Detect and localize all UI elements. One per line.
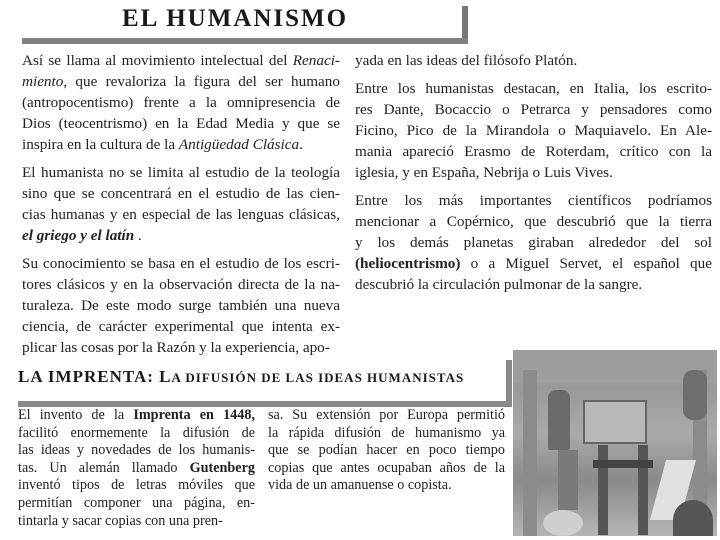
text-line [355, 120, 712, 141]
text-line [268, 407, 505, 425]
section-humanismo-title: EL HUMANISMO [122, 5, 349, 32]
text-run: y los demás planetas giraban alrededor del sol [355, 234, 712, 251]
text-line [18, 407, 255, 425]
paragraph [18, 407, 255, 530]
text-line [355, 253, 712, 274]
text-line [22, 337, 340, 358]
text-line [22, 295, 340, 316]
paragraph [22, 162, 340, 246]
text-line [18, 513, 255, 531]
text-run: Entre los más importantes científicos podríamos [355, 192, 712, 209]
paragraph [355, 50, 712, 71]
text-line [18, 477, 255, 495]
paragraph [355, 190, 712, 295]
bold-text: (heliocentrismo) [355, 255, 461, 272]
text-line [268, 477, 505, 495]
text-run: permitían componer una página, en- [18, 494, 255, 511]
bold-text: Imprenta en 1448, [133, 407, 256, 423]
section-imprenta-title [18, 367, 464, 387]
title-rest: A DIFUSIÓN DE LAS IDEAS HUMANISTAS [171, 370, 465, 385]
text-line [355, 141, 712, 162]
text-run: mania apareció Erasmo de Roterdam, crítico con la [355, 143, 712, 160]
text-line [355, 50, 712, 71]
text-run: yada en las ideas del filósofo Platón. [355, 52, 578, 69]
text-run: copias que antes ocupaban años de la [268, 459, 505, 476]
italic-text: Renaci- [292, 52, 340, 69]
text-line [22, 50, 340, 71]
paragraph [355, 78, 712, 183]
text-line [355, 190, 712, 211]
text-run: (antropocentismo) frente a la omnipresencia de [22, 94, 340, 111]
title-main: LA IMPRENTA: L [18, 367, 172, 386]
text-run: Dios (teocentrismo) en la Edad Media y que se [22, 115, 340, 132]
text-run: inspira en la cultura de la [22, 136, 179, 153]
text-run: ciencia, de carácter experimental que intenta ex- [22, 318, 340, 335]
text-line [22, 92, 340, 113]
text-line [268, 425, 505, 443]
text-run: , que revaloriza la figura del ser humano [63, 73, 340, 90]
text-line [355, 232, 712, 253]
text-run: la rápida difusión de humanismo ya [268, 424, 505, 441]
text-run: Así se llama al movimiento intelectual del [22, 52, 293, 69]
bold-text: Gutenberg [189, 459, 255, 476]
italic-text: Antigüedad Clásica [178, 136, 300, 153]
imprenta-left-column [18, 407, 255, 537]
text-line [22, 134, 340, 155]
text-line [355, 162, 712, 183]
text-run: turaleza. De este modo surge también una nueva [22, 297, 340, 314]
text-run: sa. Su extensión por Europa permitió [268, 407, 505, 423]
text-run: tas. Un alemán llamado [18, 459, 190, 476]
text-line [355, 211, 712, 232]
text-run: tores clásicos y en la observación directa de la na- [22, 276, 340, 293]
text-run: sino que se concentrará en el estudio de las cien- [22, 185, 340, 202]
text-run: descubrió la circulación pulmonar de la sangre. [355, 276, 643, 293]
title-horizontal-rule [22, 38, 468, 44]
text-line [22, 316, 340, 337]
text-run: las ideas y novedades de los humanis- [18, 442, 255, 459]
text-run: El humanista no se limita al estudio de la teología [22, 164, 340, 181]
text-run: . [134, 227, 142, 244]
paragraph [22, 253, 340, 358]
text-line [22, 204, 340, 225]
text-run: facilitó enormemente la difusión de [18, 424, 255, 441]
text-line [355, 274, 712, 295]
title-vertical-rule [506, 360, 512, 405]
text-run: res Dante, Bocaccio o Petrarca y pensadores como [355, 101, 712, 118]
text-run: tintarla y sacar copias con una pren- [18, 512, 223, 529]
text-run: Su conocimiento se basa en el estudio de los escri- [22, 255, 340, 272]
text-line [355, 78, 712, 99]
text-run: cias humanas y en especial de las lenguas clásicas, [22, 206, 340, 223]
bold-italic-text: el griego y el latín [22, 227, 135, 244]
text-line [18, 495, 255, 513]
text-line [18, 460, 255, 478]
humanismo-left-column [22, 50, 340, 365]
text-run: o a Miguel Servet, el español que [460, 255, 712, 272]
text-line [22, 183, 340, 204]
text-line [22, 225, 340, 246]
text-run: que se podían hacer en poco tiempo [268, 442, 505, 459]
italic-text: miento [22, 73, 64, 90]
text-run: . [299, 136, 303, 153]
text-line [22, 253, 340, 274]
paragraph [268, 407, 505, 495]
text-line [22, 162, 340, 183]
text-run: iglesia, y en España, Nebrija o Luis Vives. [355, 164, 613, 181]
humanismo-right-column [355, 50, 712, 302]
text-line [18, 425, 255, 443]
imprenta-right-column [268, 407, 505, 502]
text-line [268, 442, 505, 460]
text-run: Ficino, Pico de la Mirandola o Maquiavelo. En Ale- [355, 122, 712, 139]
paragraph [22, 50, 340, 155]
text-line [18, 442, 255, 460]
text-run: El invento de la [18, 407, 134, 423]
text-run: inventó tipos de letras móviles que [18, 477, 255, 494]
text-line [22, 71, 340, 92]
text-run: vida de un amanuense o copista. [268, 477, 452, 494]
text-run: Entre los humanistas destacan, en Italia, los escrito- [355, 80, 712, 97]
text-line [268, 460, 505, 478]
text-line [22, 113, 340, 134]
text-line [355, 99, 712, 120]
text-run: mencionar a Copérnico, que descubrió que la tierra [355, 213, 712, 230]
text-line [22, 274, 340, 295]
printing-press-illustration [513, 350, 717, 536]
text-run: plicar las cosas por la Razón y la experiencia, apo- [22, 339, 330, 356]
